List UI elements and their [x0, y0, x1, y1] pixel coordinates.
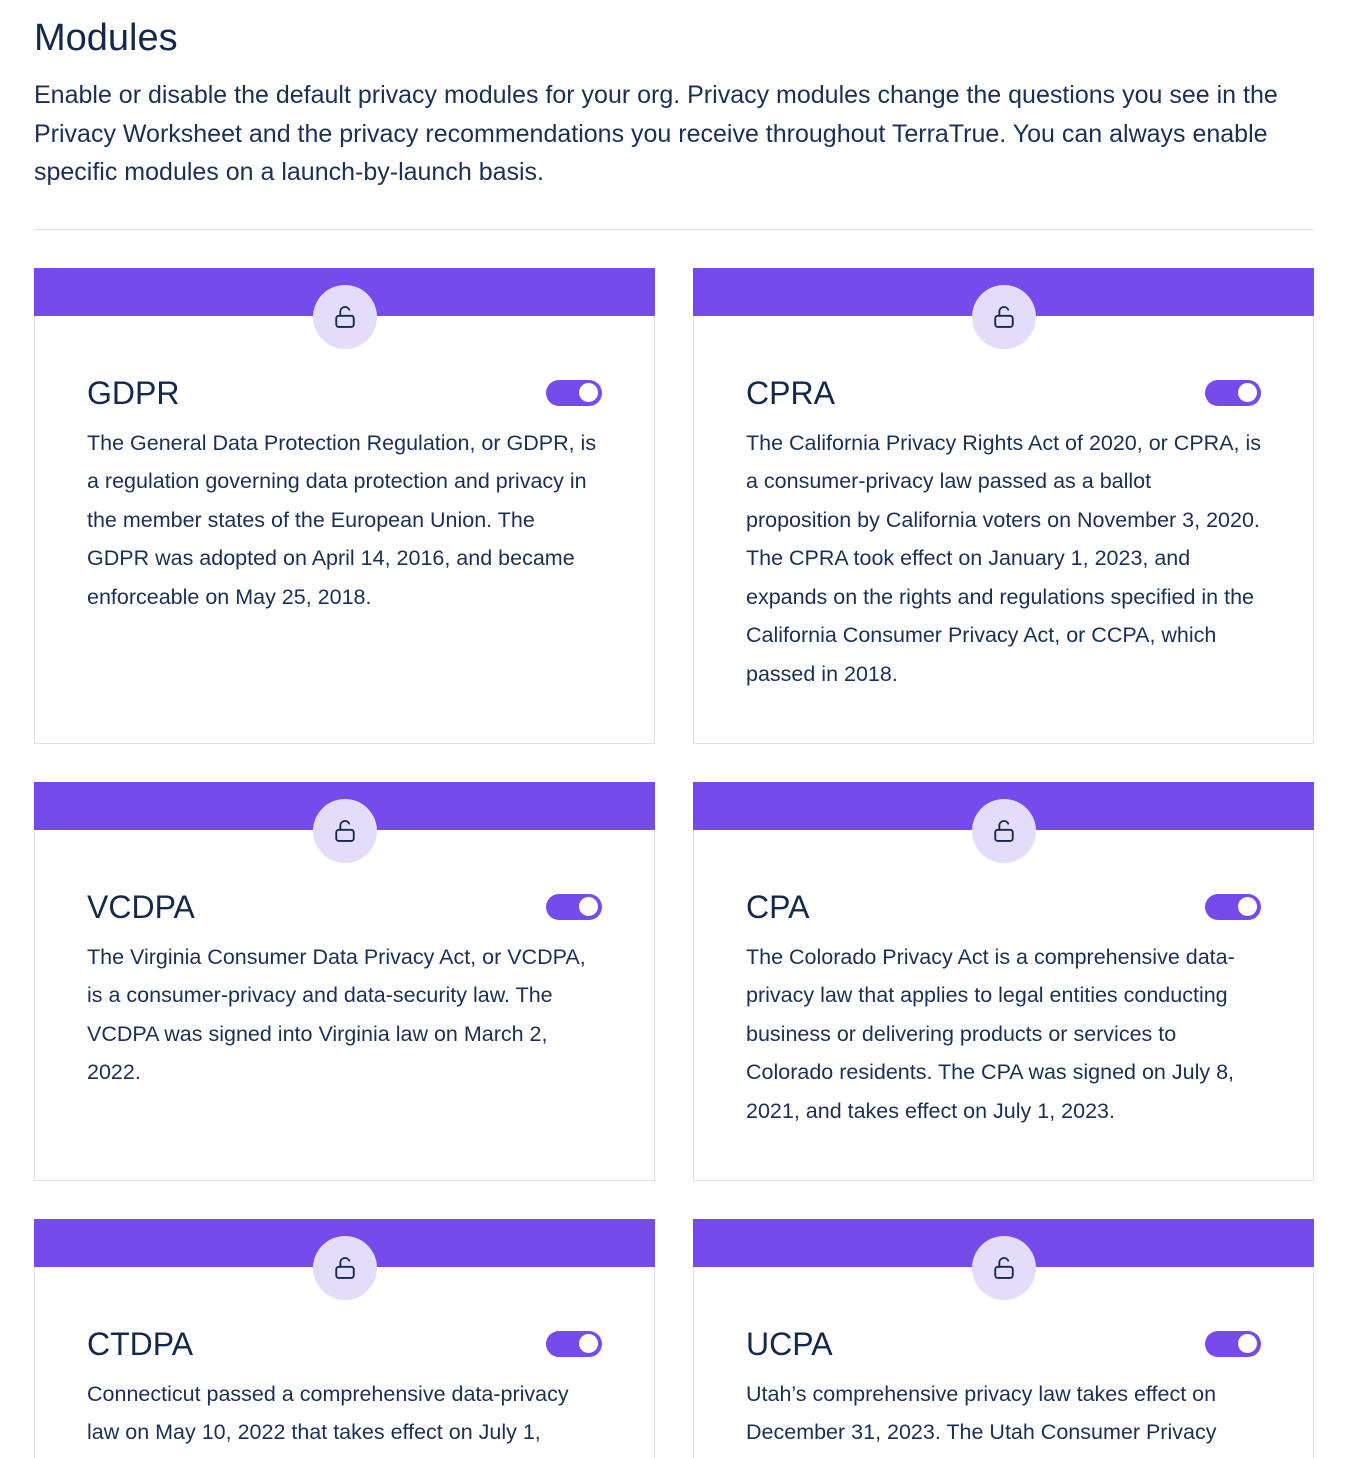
module-title: CPA	[746, 888, 810, 925]
unlock-icon	[313, 285, 377, 349]
modules-grid	[34, 268, 1314, 1458]
module-description: The Colorado Privacy Act is a comprehensive data-privacy law that applies to legal entities conducting business or delivering products or services to Colorado residents. The CPA was signed on July 8, 2021, and takes effect on July 1, 2023.	[746, 944, 1235, 1123]
toggle-knob	[579, 383, 598, 402]
module-description: The Virginia Consumer Data Privacy Act, or VCDPA, is a consumer-privacy and data-security law. The VCDPA was signed into Virginia law on March 2, 2022.	[87, 944, 586, 1084]
module-description: Utah’s comprehensive privacy law takes effect on December 31, 2023. The Utah Consumer Privacy	[746, 1381, 1217, 1444]
module-card-ucpa	[693, 1219, 1314, 1458]
module-card-cpra	[693, 268, 1314, 744]
module-title: CTDPA	[87, 1325, 194, 1362]
module-description: The California Privacy Rights Act of 2020, or CPRA, is a consumer-privacy law passed as a ballot proposition by California voters on November 3, 2020. The CPRA took effect on January 1, 2023, and expands on the rights and regulations specified in the California Consumer Privacy Act, or CCPA, which passed in 2018.	[746, 430, 1262, 686]
module-toggle-cpa[interactable]	[1205, 894, 1261, 920]
module-title: UCPA	[746, 1325, 833, 1362]
module-card-vcdpa	[34, 782, 655, 1181]
module-toggle-cpra[interactable]	[1205, 380, 1261, 406]
module-toggle-ctdpa[interactable]	[546, 1331, 602, 1357]
unlock-icon	[972, 799, 1036, 863]
toggle-knob	[1238, 897, 1257, 916]
module-toggle-gdpr[interactable]	[546, 380, 602, 406]
module-title: GDPR	[87, 374, 180, 411]
module-card-ctdpa	[34, 1219, 655, 1458]
module-title: VCDPA	[87, 888, 195, 925]
module-toggle-ucpa[interactable]	[1205, 1331, 1261, 1357]
unlock-icon	[972, 1236, 1036, 1300]
divider	[34, 229, 1314, 230]
module-card-cpa	[693, 782, 1314, 1181]
module-title: CPRA	[746, 374, 835, 411]
toggle-knob	[1238, 383, 1257, 402]
module-description: The General Data Protection Regulation, or GDPR, is a regulation governing data protection and privacy in the member states of the European Union. The GDPR was adopted on April 14, 2016, and became enforceable on May 25, 2018.	[87, 430, 597, 609]
module-toggle-vcdpa[interactable]	[546, 894, 602, 920]
module-card-gdpr	[34, 268, 655, 744]
page-title: Modules	[34, 17, 178, 59]
toggle-knob	[579, 1334, 598, 1353]
unlock-icon	[972, 285, 1036, 349]
unlock-icon	[313, 1236, 377, 1300]
module-description: Connecticut passed a comprehensive data-privacy law on May 10, 2022 that takes effect on July 1,	[87, 1381, 569, 1444]
toggle-knob	[1238, 1334, 1257, 1353]
page-description: Enable or disable the default privacy modules for your org. Privacy modules change the questions you see in the Privacy Worksheet and the privacy recommendations you receive throughout TerraTrue. You can always enable specific modules on a launch-by-launch basis.	[34, 81, 1278, 186]
unlock-icon	[313, 799, 377, 863]
toggle-knob	[579, 897, 598, 916]
